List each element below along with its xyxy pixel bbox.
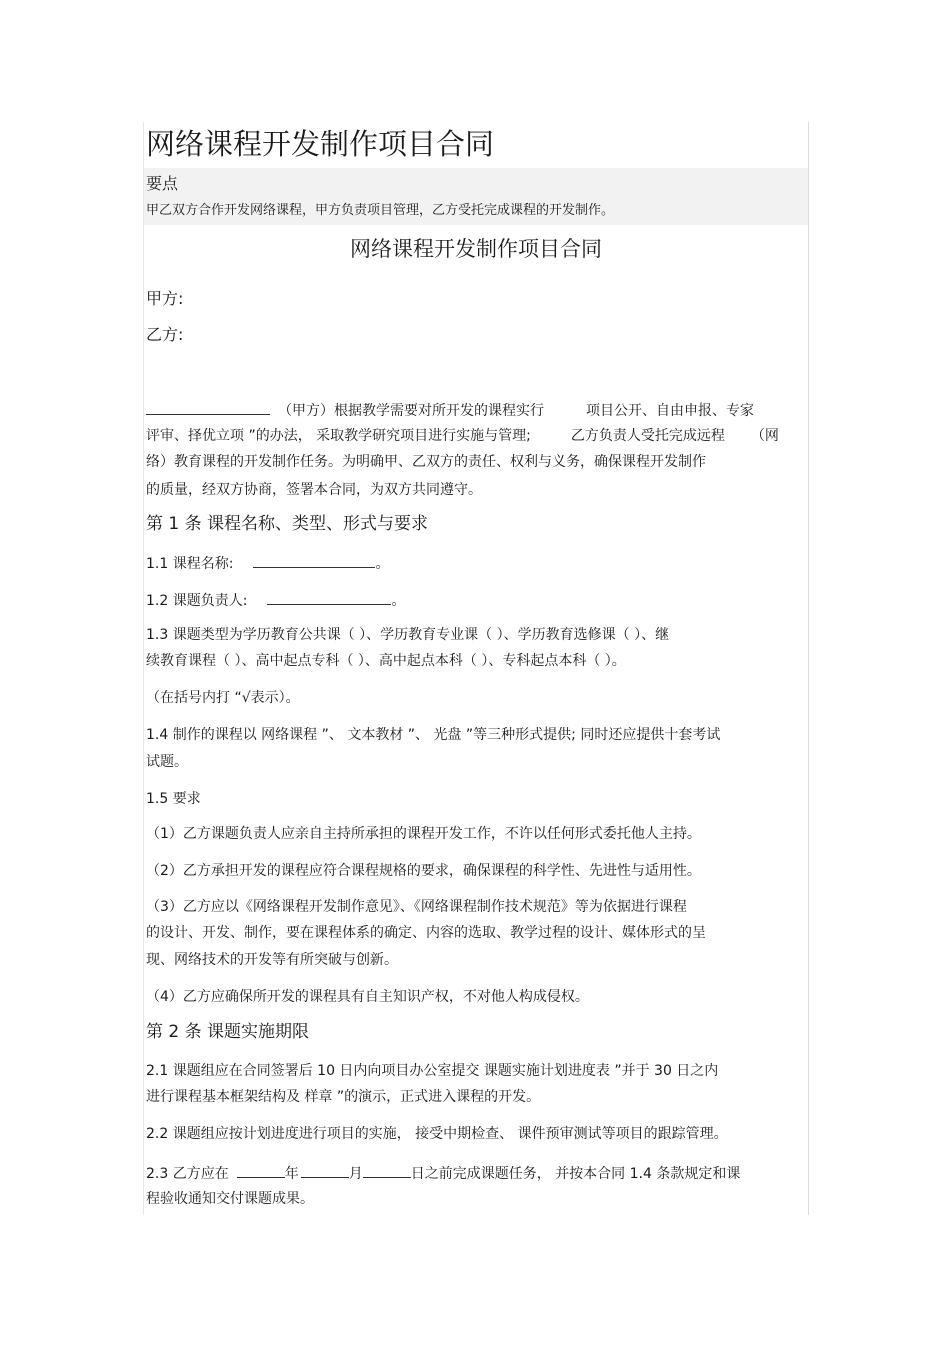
- article-2-title: 第 2 条 课题实施期限: [146, 1022, 310, 1042]
- intro-line-4: 的质量，经双方协商，签署本合同，为双方共同遵守。: [146, 482, 482, 498]
- intro-line-2: [146, 426, 779, 446]
- intro-line-1: [146, 400, 754, 421]
- intro-text-2c: （网: [750, 428, 779, 444]
- intro-line-3: 络）教育课程的开发制作任务。为明确甲、乙双方的责任、权利与义务，确保课程开发制作: [146, 454, 706, 470]
- requirement-3-line-1: （3）乙方应以《网络课程开发制作意见》、《网络课程制作技术规范》等为依据进行课程: [146, 899, 687, 915]
- clause-1-2-label: 1.2 课题负责人:: [146, 593, 248, 609]
- clause-1-5-label: 1.5 要求: [146, 791, 201, 807]
- clause-1-2-end: 。: [391, 593, 406, 609]
- clause-1-2: [146, 590, 405, 611]
- clause-1-3-line-2: 续教育课程（ ）、高中起点专科（ ）、高中起点本科（ ）、专科起点本科（ ）。: [146, 653, 626, 669]
- clause-2-3-text-a: 2.3 乙方应在: [146, 1166, 229, 1182]
- clause-2-3-line-1: [146, 1163, 740, 1184]
- clause-1-3-note: （在括号内打 “√表示）。: [146, 690, 300, 706]
- year-blank: [237, 1163, 285, 1178]
- requirement-4: （4）乙方应确保所开发的课程具有自主知识产权，不对他人构成侵权。: [146, 989, 589, 1005]
- month-blank: [301, 1163, 349, 1178]
- clause-2-2: 2.2 课题组应按计划进度进行项目的实施， 接受中期检查、 课件预审测试等项目的跟踪管理。: [146, 1126, 728, 1142]
- leader-blank: [267, 590, 391, 605]
- requirement-1: （1）乙方课题负责人应亲自主持所承担的课程开发工作，不许以任何形式委托他人主持。: [146, 826, 701, 842]
- clause-1-1-label: 1.1 课程名称:: [146, 556, 234, 572]
- party-b-label: 乙方:: [146, 325, 184, 344]
- intro-text-1b: 项目公开、自由申报、专家: [586, 403, 754, 419]
- year-label: 年: [284, 1166, 299, 1182]
- clause-2-3-text-b: 日之前完成课题任务， 并按本合同 1.4 条款规定和课: [410, 1166, 741, 1182]
- document-page: [143, 122, 809, 1215]
- clause-1-3-line-1: 1.3 课题类型为学历教育公共课（ ）、学历教育专业课（ ）、学历教育选修课（ ）、继: [146, 627, 670, 643]
- clause-1-4-line-2: 试题。: [146, 754, 188, 770]
- contract-title: 网络课程开发制作项目合同: [350, 237, 602, 261]
- requirement-3-line-3: 现、网络技术的开发等有所突破与创新。: [146, 952, 398, 968]
- day-blank: [363, 1163, 411, 1178]
- requirement-3-line-2: 的设计、开发、制作，要在课程体系的确定、内容的选取、教学过程的设计、媒体形式的呈: [146, 925, 706, 941]
- document-title: 网络课程开发制作项目合同: [146, 127, 495, 161]
- summary-box: [144, 168, 808, 225]
- intro-text-2b: 乙方负责人受托完成远程: [570, 428, 725, 444]
- summary-text: 甲乙双方合作开发网络课程，甲方负责项目管理，乙方受托完成课程的开发制作。: [146, 203, 615, 218]
- article-1-title: 第 1 条 课程名称、类型、形式与要求: [146, 514, 429, 534]
- clause-1-4-line-1: 1.4 制作的课程以 网络课程 ”、 文本教材 ”、 光盘 ”等三种形式提供; 同时还应提供十套考试: [146, 727, 721, 743]
- requirement-2: （2）乙方承担开发的课程应符合课程规格的要求，确保课程的科学性、先进性与适用性。: [146, 863, 701, 879]
- intro-text-2a: 评审、择优立项 ”的办法， 采取教学研究项目进行实施与管理;: [146, 428, 531, 444]
- party-a-label: 甲方:: [146, 289, 184, 308]
- intro-text-1a: （甲方）根据教学需要对所开发的课程实行: [278, 403, 544, 419]
- course-name-blank: [253, 553, 375, 568]
- summary-heading: 要点: [146, 174, 179, 193]
- clause-2-1-line-1: 2.1 课题组应在合同签署后 10 日内向项目办公室提交 课题实施计划进度表 ”并于 30 日之内: [146, 1063, 719, 1079]
- clause-2-3-line-2: 程验收通知交付课题成果。: [146, 1191, 314, 1207]
- month-label: 月: [348, 1166, 363, 1182]
- party-a-blank: [146, 400, 270, 415]
- clause-2-1-line-2: 进行课程基本框架结构及 样章 ”的演示，正式进入课程的开发。: [146, 1089, 541, 1105]
- clause-1-1-end: 。: [375, 556, 390, 572]
- clause-1-1: [146, 553, 389, 574]
